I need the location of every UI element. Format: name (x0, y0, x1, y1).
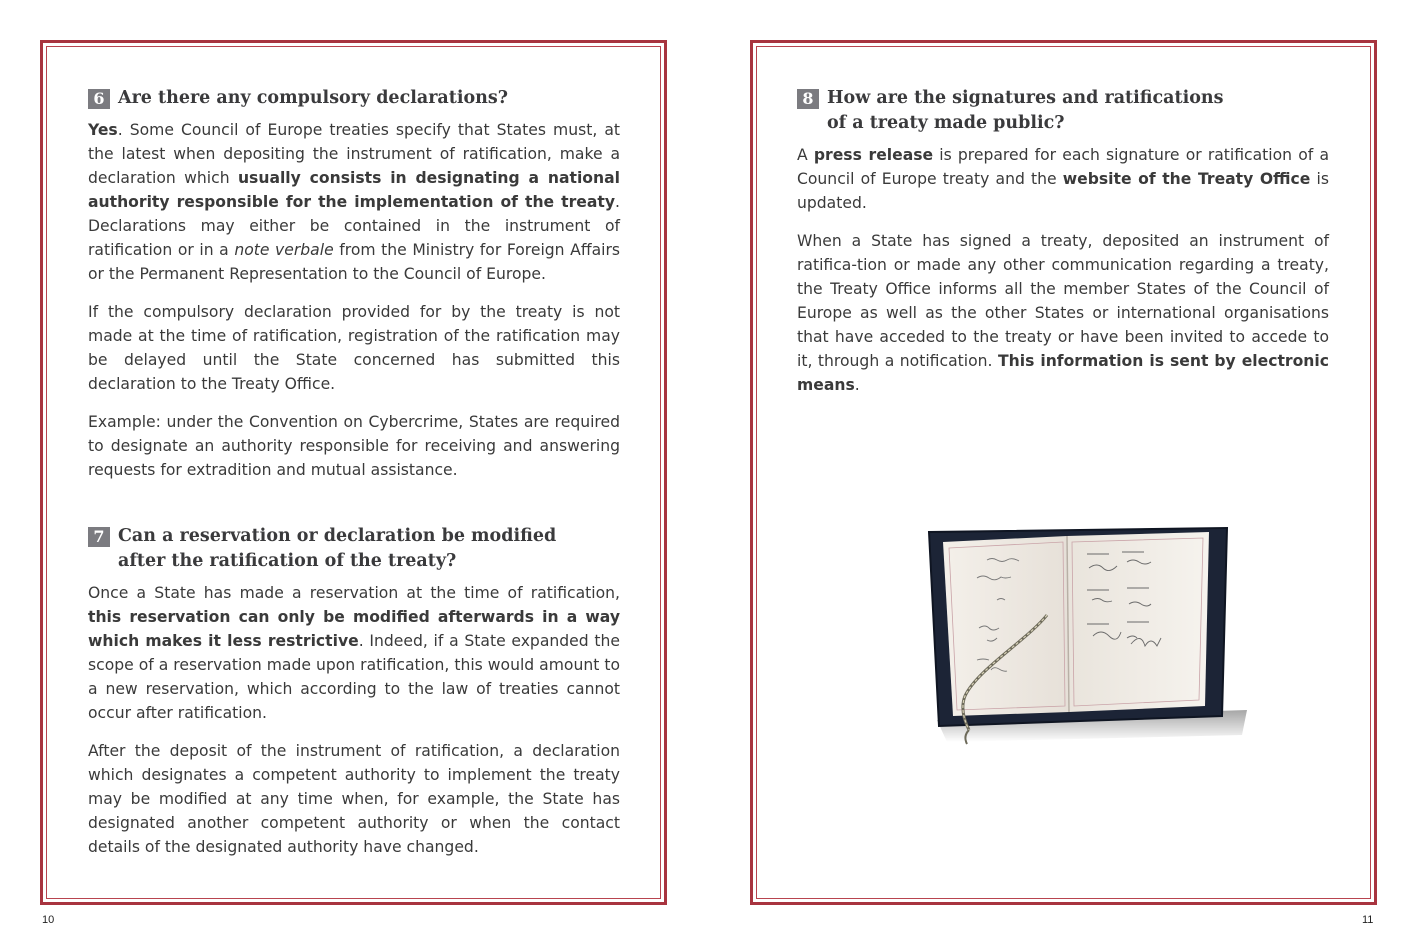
section-8-paragraph-1 (797, 143, 1329, 215)
section-6 (88, 86, 620, 482)
section-7-heading (88, 524, 620, 574)
section-7-paragraph-2: After the deposit of the instrument of ratification, a declaration which designates a competent authority to implement the treaty may be modified at any time when, for example, the State has designated another competent authority or when the contact details of the designated authority have changed. (88, 742, 620, 856)
section-8-title-line-2: of a treaty made public? (827, 113, 1065, 133)
section-8-paragraph-2 (797, 229, 1329, 397)
section-6-title: Are there any compulsory declarations? (118, 88, 508, 108)
section-7 (88, 524, 620, 859)
text-run: is updated. (797, 170, 1329, 212)
page-number-right: 11 (1362, 914, 1374, 926)
section-8-heading (797, 86, 1329, 136)
text-run: A (797, 146, 814, 164)
section-7-paragraph-1 (88, 581, 620, 725)
text-run: from the Ministry for Foreign Affairs or the Permanent Representation to the Council of Europe. (88, 241, 620, 283)
section-8-number: 8 (797, 89, 819, 109)
page-number-left: 10 (42, 914, 55, 926)
bold-text: this reservation can only be modified afterwards in a way which makes it less restrictive (88, 608, 620, 650)
text-run: . Declarations may either be contained in the instrument of ratification or in a (88, 193, 620, 259)
treaty-book-image (917, 520, 1257, 760)
book-left-page (943, 536, 1069, 716)
section-8 (797, 86, 1329, 397)
section-7-title-line-1: Can a reservation or declaration be modified (118, 526, 557, 546)
bold-text: press release (813, 146, 934, 164)
section-6-paragraph-3: Example: under the Convention on Cybercrime, States are required to designate an authority responsible for receiving and answering requests for extradition and mutual assistance. (88, 413, 620, 479)
section-7-number: 7 (88, 527, 110, 547)
text-run: is prepared for each signature or ratification of a Council of Europe treaty and the (797, 146, 1330, 188)
text-run: When a State has signed a treaty, deposited an instrument of ratifica-tion or made any other communication regarding a treaty, the Treaty Office informs all the member States of the Council of Europe as well as the other States or international organisations that have acceded to the treaty or have been invited to accede to it, through a notification. (797, 232, 1329, 370)
yes-answer: Yes (88, 121, 118, 139)
section-6-heading (88, 86, 620, 111)
text-run: . (854, 376, 860, 394)
bold-text: This information is sent by electronic means (797, 352, 1329, 394)
text-run: . Indeed, if a State expanded the scope of a reservation made upon ratification, this would amount to a new reservation, which according to the law of treaties cannot occur after ratification. (88, 632, 620, 722)
bold-text: usually consists in designating a national authority responsible for the implementation of the treaty (88, 169, 620, 211)
section-8-title-line-1: How are the signatures and ratifications (827, 88, 1224, 108)
text-run: Once a State has made a reservation at the time of ratification, (88, 584, 620, 602)
section-7-title-line-2: after the ratification of the treaty? (118, 551, 457, 571)
section-6-number: 6 (88, 89, 110, 109)
section-6-paragraph-2: If the compulsory declaration provided for by the treaty is not made at the time of ratification, registration of the ratification may be delayed until the State concerned has submitted this declaration to the Treaty Office. (88, 303, 620, 393)
bold-text: website of the Treaty Office (1062, 170, 1311, 188)
text-run: . Some Council of Europe treaties specify that States must, at the latest when depositing the instrument of ratification, make a declaration which (88, 121, 620, 187)
section-6-paragraph-1 (88, 118, 620, 286)
italic-text: note verbale (234, 241, 334, 259)
